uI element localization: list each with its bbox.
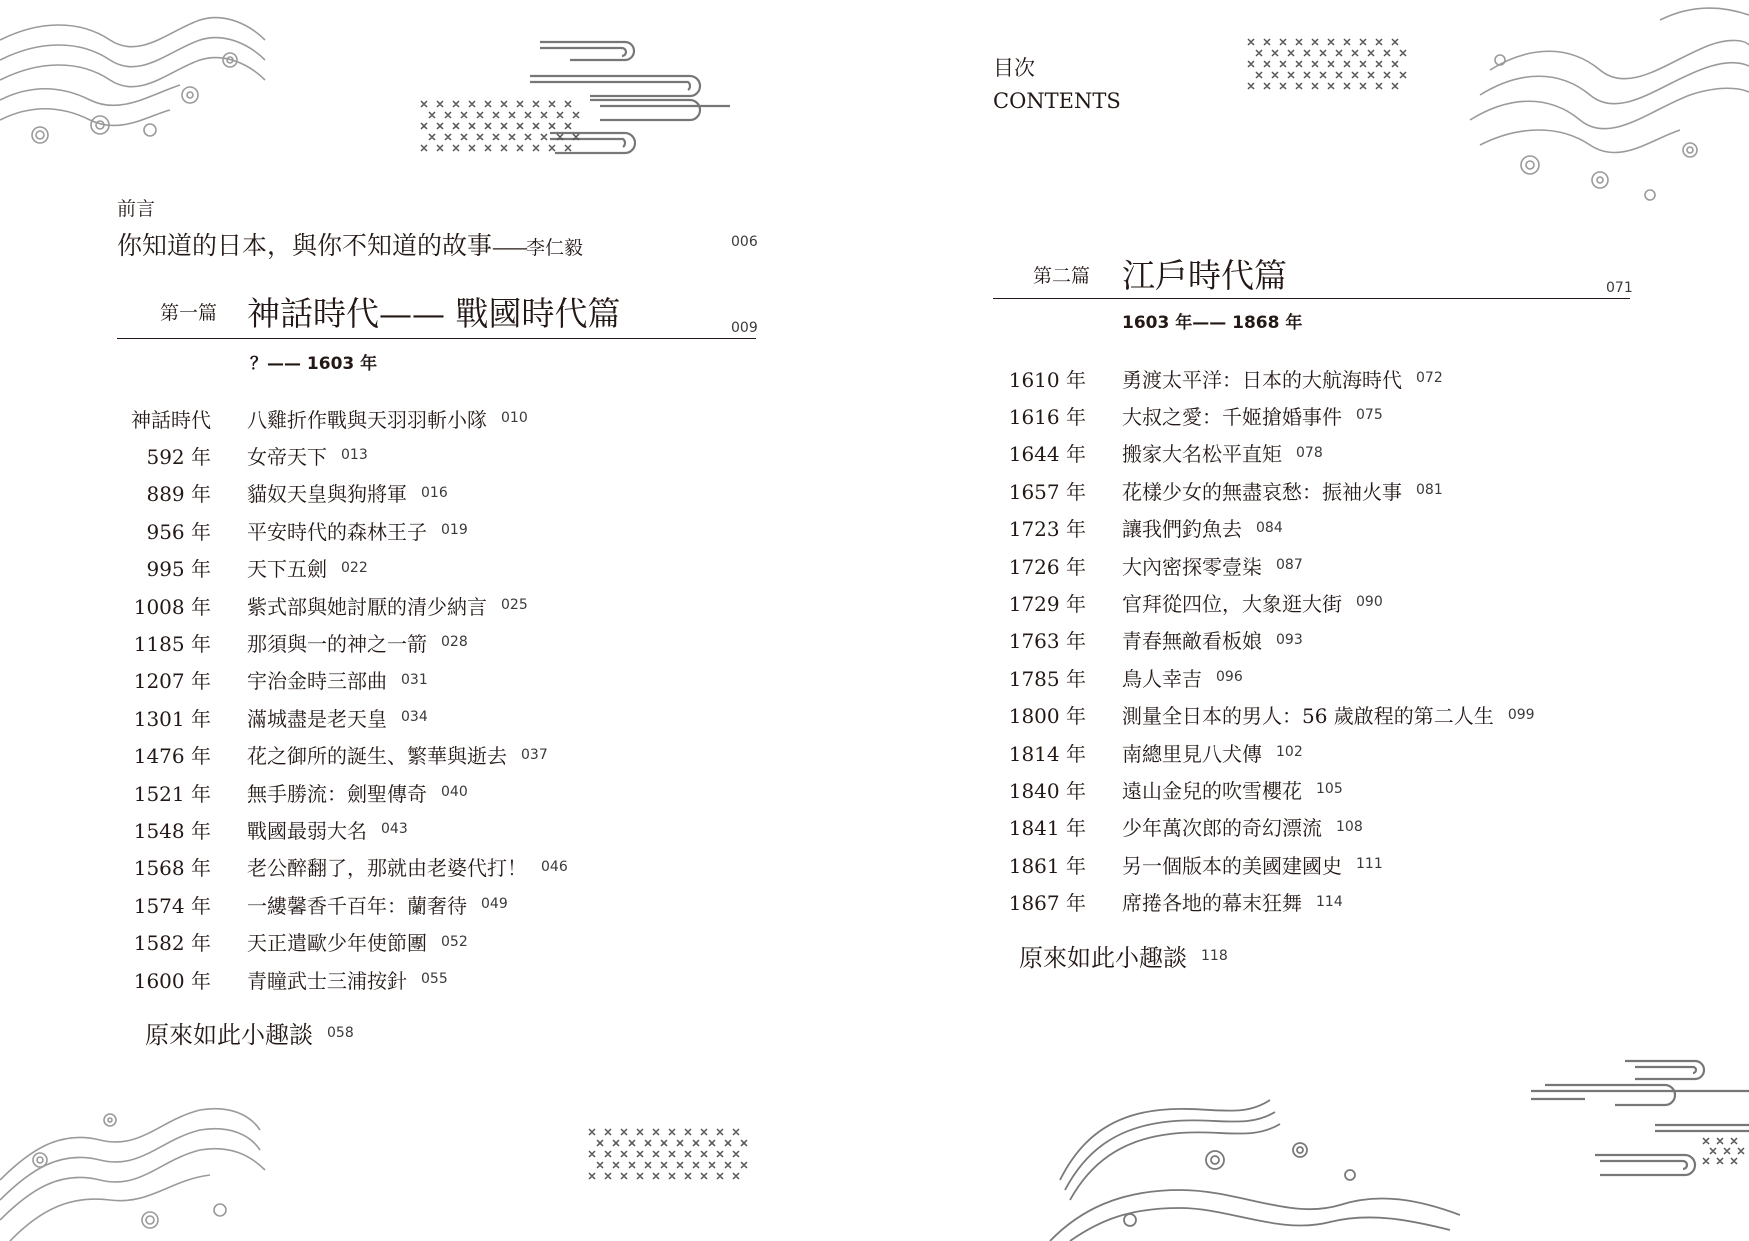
toc-entry-year: 1840 年 <box>1008 778 1086 803</box>
toc-entry-text <box>1122 551 1303 580</box>
toc-entry-year: 1185 年 <box>133 631 211 656</box>
cross-dot-pattern-icon <box>586 1126 786 1186</box>
toc-entry-page: 010 <box>501 410 528 426</box>
toc-entry-text <box>1122 850 1383 879</box>
part1-page-number: 009 <box>731 320 758 336</box>
toc-entry-page: 105 <box>1316 781 1343 798</box>
toc-entry-page: 016 <box>421 484 448 501</box>
cross-dot-pattern-icon <box>418 98 618 158</box>
toc-entry-page: 022 <box>341 559 368 576</box>
cross-dot-pattern-icon <box>1700 1135 1749 1165</box>
toc-entry-text <box>1122 364 1443 393</box>
part2-extra <box>1019 938 1228 973</box>
toc-entry-title: 戰國最弱大名 <box>247 818 367 843</box>
toc-entry-title: 測量全日本的男人：56 歲啟程的第二人生 <box>1122 704 1494 729</box>
toc-entry <box>0 587 1749 617</box>
toc-entry-title: 天下五劍 <box>247 557 327 582</box>
toc-entry-title: 女帝天下 <box>247 444 327 469</box>
toc-entry-page: 111 <box>1356 856 1383 873</box>
toc-entry-title: 搬家大名松平直矩 <box>1122 442 1282 467</box>
toc-entry-page: 096 <box>1216 669 1243 686</box>
toc-entry-title: 那須與一的神之一箭 <box>247 631 427 656</box>
part2-title: 江戶時代篇 <box>1122 256 1287 295</box>
toc-entry-page: 081 <box>1416 482 1443 499</box>
toc-entry <box>0 700 1749 730</box>
contents-header-english: CONTENTS <box>993 89 1121 113</box>
toc-entry-title: 少年萬次郎的奇幻漂流 <box>1122 816 1322 841</box>
part1-year-range: ？—— 1603 年 <box>250 354 378 374</box>
part2-extra-page: 118 <box>1201 947 1228 964</box>
toc-entry-text <box>1122 775 1343 804</box>
toc-entry-year: 1785 年 <box>1008 666 1086 691</box>
toc-entry-page: 108 <box>1336 818 1363 835</box>
toc-entry <box>0 550 1749 580</box>
toc-entry-year: 1574 年 <box>133 893 211 918</box>
toc-entry-title: 大叔之愛：千姬搶婚事件 <box>1122 404 1342 429</box>
toc-entry-year: 1763 年 <box>1008 629 1086 654</box>
preface-dash: —— <box>492 237 527 259</box>
part1-extra-page: 058 <box>327 1024 354 1041</box>
preface-author: 李仁毅 <box>526 237 584 259</box>
toc-entry-year: 1814 年 <box>1008 741 1086 766</box>
toc-entry-page: 102 <box>1276 744 1303 760</box>
toc-entry-year: 1861 年 <box>1008 853 1086 878</box>
toc-entry-page: 078 <box>1296 444 1323 461</box>
toc-entry-text <box>1122 588 1383 617</box>
toc-entry-title: 貓奴天皇與狗將軍 <box>247 482 407 507</box>
toc-entry-year: 1008 年 <box>133 594 211 619</box>
toc-entry-title: 平安時代的森林王子 <box>247 519 427 544</box>
toc-entry-title: 無手勝流：劍聖傳奇 <box>247 781 427 806</box>
toc-entry-page: 084 <box>1256 519 1283 536</box>
toc-entry-title: 一縷馨香千百年：蘭奢待 <box>247 893 467 918</box>
toc-entry-title: 紫式部與她討厭的清少納言 <box>247 594 487 619</box>
contents-header <box>993 52 1121 118</box>
toc-entry-text <box>1122 438 1323 467</box>
wave-pattern-icon <box>0 1100 280 1241</box>
toc-entry-text <box>1122 887 1343 916</box>
part2-page-number: 071 <box>1606 280 1633 296</box>
toc-entry <box>0 849 1749 879</box>
toc-entry-page: 055 <box>421 971 448 987</box>
preface-heading <box>117 226 583 262</box>
toc-entry-year: 1616 年 <box>1008 404 1086 429</box>
toc-entry-year: 1476 年 <box>133 744 211 769</box>
toc-entry-page: 037 <box>521 746 548 763</box>
wave-pattern-icon <box>0 0 270 150</box>
preface-page-number: 006 <box>731 234 758 250</box>
toc-entry-year: 1568 年 <box>133 856 211 881</box>
toc-entry-title: 宇治金時三部曲 <box>247 669 387 694</box>
toc-entry-year: 1657 年 <box>1008 479 1086 504</box>
toc-entry-page: 025 <box>501 597 528 613</box>
toc-entry-title: 勇渡太平洋：日本的大航海時代 <box>1122 367 1402 392</box>
toc-entry-page: 075 <box>1356 407 1383 424</box>
toc-entry <box>0 475 1749 505</box>
toc-entry-text <box>1122 625 1303 654</box>
toc-entry <box>0 774 1749 804</box>
cross-dot-pattern-icon <box>1245 36 1445 96</box>
toc-entry <box>0 737 1749 767</box>
toc-entry-title: 老公醉翻了，那就由老婆代打！ <box>247 856 527 881</box>
toc-entry-year: 995 年 <box>146 557 211 582</box>
toc-entry-page: 046 <box>541 858 568 875</box>
toc-entry-page: 028 <box>441 634 468 651</box>
toc-entry <box>0 927 1749 957</box>
toc-entry <box>0 438 1749 468</box>
toc-entry-page: 019 <box>441 522 468 539</box>
toc-entry-year: 1644 年 <box>1008 442 1086 467</box>
toc-entry-year: 1548 年 <box>133 818 211 843</box>
toc-entry-title: 官拜從四位，大象逛大街 <box>1122 591 1342 616</box>
toc-entry-page: 049 <box>481 896 508 913</box>
toc-entry-text <box>1122 812 1363 841</box>
toc-entry-year: 1301 年 <box>133 706 211 731</box>
toc-entry-page: 093 <box>1276 631 1303 648</box>
toc-entry-title: 花樣少女的無盡哀愁：振袖火事 <box>1122 479 1402 504</box>
toc-entry-text <box>1122 663 1243 692</box>
toc-entry-page: 034 <box>401 709 428 726</box>
part1-extra-title: 原來如此小趣談 <box>145 1021 313 1049</box>
toc-entry-year: 神話時代 <box>131 407 211 432</box>
toc-entry-page: 052 <box>441 933 468 950</box>
toc-entry-title: 讓我們釣魚去 <box>1122 517 1242 542</box>
part2-year-range: 1603 年—— 1868 年 <box>1122 313 1303 333</box>
toc-entry-page: 031 <box>401 671 428 688</box>
toc-entry <box>0 513 1749 543</box>
toc-entry-year: 956 年 <box>146 519 211 544</box>
toc-entry-year: 1800 年 <box>1008 704 1086 729</box>
toc-entry-text <box>1122 700 1535 729</box>
toc-entry-title: 滿城盡是老天皇 <box>247 706 387 731</box>
toc-entry-year: 1729 年 <box>1008 591 1086 616</box>
toc-entry-title: 青春無敵看板娘 <box>1122 629 1262 654</box>
preface-title: 你知道的日本，與你不知道的故事 <box>117 231 493 260</box>
toc-entry <box>0 625 1749 655</box>
toc-entry-year: 1207 年 <box>133 669 211 694</box>
toc-entry-year: 1582 年 <box>133 931 211 956</box>
part2-label: 第二篇 <box>1033 265 1091 287</box>
toc-entry-title: 南總里見八犬傳 <box>1122 741 1262 766</box>
wave-pattern-icon <box>1040 1080 1460 1241</box>
toc-entry-text <box>247 965 448 994</box>
part1-title: 神話時代—— 戰國時代篇 <box>247 294 621 333</box>
toc-entry-page: 099 <box>1507 706 1535 723</box>
toc-entry-page: 040 <box>441 784 468 800</box>
toc-entry-page: 090 <box>1356 594 1383 611</box>
toc-entry-page: 043 <box>381 821 408 838</box>
toc-entry-text <box>1122 738 1303 767</box>
toc-entry-title: 花之御所的誕生、繁華與逝去 <box>247 744 507 769</box>
wave-pattern-icon <box>1460 0 1749 205</box>
toc-entry-page: 087 <box>1276 557 1303 573</box>
toc-entry-text <box>1122 513 1283 542</box>
toc-entry-year: 1723 年 <box>1008 517 1086 542</box>
contents-header-chinese: 目次 <box>993 56 1035 80</box>
toc-entry-year: 889 年 <box>146 482 211 507</box>
toc-entry-title: 席捲各地的幕末狂舞 <box>1122 891 1302 916</box>
toc-entry <box>0 964 1749 994</box>
toc-entry-title: 大內密探零壹柒 <box>1122 554 1262 579</box>
toc-entry <box>0 812 1749 842</box>
toc-entry-title: 八雞折作戰與天羽羽斬小隊 <box>247 407 487 432</box>
toc-entry-title: 鳥人幸吉 <box>1122 666 1202 691</box>
toc-entry-year: 1867 年 <box>1008 891 1086 916</box>
toc-entry-year: 1610 年 <box>1008 367 1086 392</box>
part1-divider <box>117 338 756 339</box>
toc-entry <box>0 400 1749 430</box>
toc-entry-title: 另一個版本的美國建國史 <box>1122 853 1342 878</box>
toc-entry-year: 1841 年 <box>1008 816 1086 841</box>
toc-entry <box>0 887 1749 917</box>
toc-entry-title: 遠山金兒的吹雪櫻花 <box>1122 778 1302 803</box>
toc-entry-page: 114 <box>1316 893 1343 910</box>
toc-entry-page: 072 <box>1416 370 1443 386</box>
toc-entry-title: 青瞳武士三浦按針 <box>247 968 407 993</box>
toc-entry <box>0 363 1749 393</box>
toc-entry <box>0 662 1749 692</box>
part1-extra <box>145 1015 354 1050</box>
part2-extra-title: 原來如此小趣談 <box>1019 944 1187 972</box>
toc-entry-text <box>1122 401 1383 430</box>
part2-divider <box>993 298 1630 299</box>
toc-entry-page: 013 <box>341 447 368 464</box>
toc-entry-year: 592 年 <box>146 444 211 469</box>
toc-entry-title: 天正遣歐少年使節團 <box>247 931 427 956</box>
cloud-scroll-icon <box>1525 1055 1749 1185</box>
toc-entry-year: 1726 年 <box>1008 554 1086 579</box>
toc-entry-text <box>1122 476 1443 505</box>
part1-label: 第一篇 <box>160 302 218 324</box>
toc-entry-year: 1600 年 <box>133 968 211 993</box>
preface-label: 前言 <box>117 198 156 220</box>
toc-entry-text <box>247 927 468 956</box>
toc-entry-year: 1521 年 <box>133 781 211 806</box>
